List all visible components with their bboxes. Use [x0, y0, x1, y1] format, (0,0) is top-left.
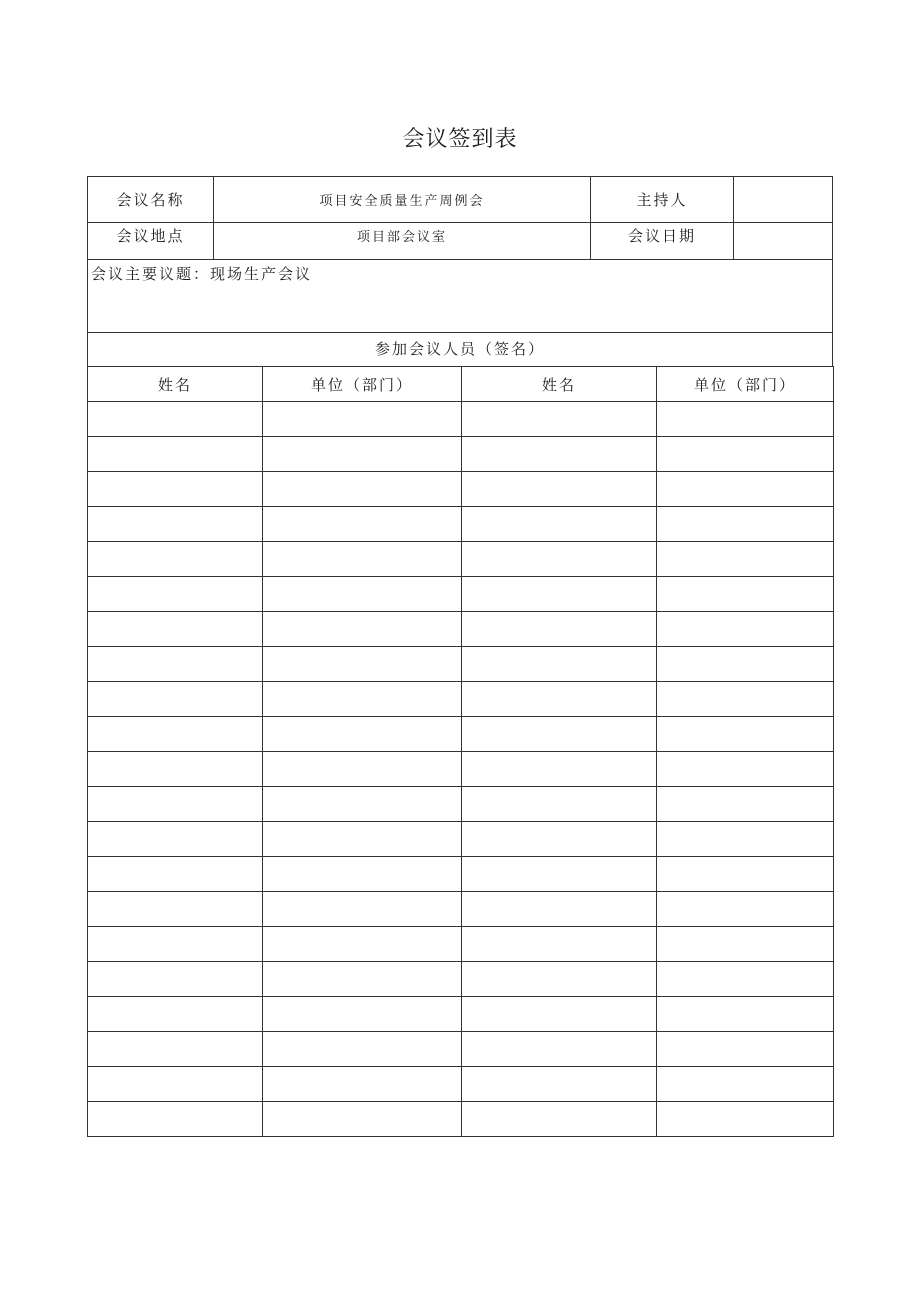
- signature-unit-cell[interactable]: [657, 437, 834, 472]
- signature-name-cell[interactable]: [462, 647, 657, 682]
- host-field[interactable]: [734, 177, 833, 223]
- table-row: [88, 1067, 834, 1102]
- signature-name-cell[interactable]: [88, 577, 263, 612]
- signature-unit-cell[interactable]: [263, 787, 462, 822]
- signature-name-cell[interactable]: [88, 927, 263, 962]
- table-row: [88, 997, 834, 1032]
- signature-unit-cell[interactable]: [263, 892, 462, 927]
- signature-unit-cell[interactable]: [657, 507, 834, 542]
- table-row: [88, 857, 834, 892]
- signature-name-cell[interactable]: [88, 682, 263, 717]
- table-row: [88, 752, 834, 787]
- column-header-name: 姓名: [462, 367, 657, 402]
- signature-unit-cell[interactable]: [657, 1067, 834, 1102]
- signature-unit-cell[interactable]: [263, 717, 462, 752]
- signature-unit-cell[interactable]: [263, 857, 462, 892]
- signature-name-cell[interactable]: [88, 1032, 263, 1067]
- signature-unit-cell[interactable]: [263, 752, 462, 787]
- signature-name-cell[interactable]: [462, 507, 657, 542]
- date-label: 会议日期: [591, 223, 734, 260]
- signature-unit-cell[interactable]: [657, 962, 834, 997]
- signature-name-cell[interactable]: [88, 892, 263, 927]
- attendees-banner: 参加会议人员（签名）: [87, 331, 833, 367]
- column-header-unit: 单位（部门）: [657, 367, 834, 402]
- signature-name-cell[interactable]: [88, 402, 263, 437]
- table-row: [88, 1102, 834, 1137]
- table-row: [88, 962, 834, 997]
- table-row: [88, 787, 834, 822]
- column-header-unit: 单位（部门）: [263, 367, 462, 402]
- table-row: [88, 577, 834, 612]
- table-row: [88, 472, 834, 507]
- column-header-name: 姓名: [88, 367, 263, 402]
- signature-unit-cell[interactable]: [263, 542, 462, 577]
- signature-unit-cell[interactable]: [657, 787, 834, 822]
- signature-unit-cell[interactable]: [657, 1032, 834, 1067]
- location-label: 会议地点: [88, 223, 214, 260]
- table-row: [88, 612, 834, 647]
- signature-name-cell[interactable]: [88, 612, 263, 647]
- signature-unit-cell[interactable]: [263, 682, 462, 717]
- signature-name-cell[interactable]: [88, 542, 263, 577]
- signature-unit-cell[interactable]: [263, 1032, 462, 1067]
- signature-unit-cell[interactable]: [263, 507, 462, 542]
- signature-name-cell[interactable]: [462, 542, 657, 577]
- signature-unit-cell[interactable]: [657, 682, 834, 717]
- table-row: [88, 647, 834, 682]
- signature-unit-cell[interactable]: [657, 752, 834, 787]
- signature-unit-cell[interactable]: [657, 577, 834, 612]
- signature-header-row: [88, 367, 834, 402]
- signature-name-cell[interactable]: [462, 997, 657, 1032]
- signature-name-cell[interactable]: [462, 577, 657, 612]
- signature-unit-cell[interactable]: [657, 822, 834, 857]
- signature-unit-cell[interactable]: [657, 857, 834, 892]
- signature-name-cell[interactable]: [462, 752, 657, 787]
- host-label: 主持人: [591, 177, 734, 223]
- signature-unit-cell[interactable]: [657, 647, 834, 682]
- signature-name-cell[interactable]: [88, 437, 263, 472]
- table-row: [88, 402, 834, 437]
- table-row: [88, 437, 834, 472]
- table-row: [88, 717, 834, 752]
- signature-unit-cell[interactable]: [263, 1102, 462, 1137]
- table-row: [88, 682, 834, 717]
- signature-name-cell[interactable]: [88, 962, 263, 997]
- signature-name-cell[interactable]: [462, 402, 657, 437]
- location-field[interactable]: 项目部会议室: [214, 223, 591, 260]
- signature-name-cell[interactable]: [88, 997, 263, 1032]
- signature-unit-cell[interactable]: [263, 612, 462, 647]
- signature-unit-cell[interactable]: [263, 962, 462, 997]
- signature-unit-cell[interactable]: [263, 927, 462, 962]
- signature-unit-cell[interactable]: [657, 612, 834, 647]
- signature-name-cell[interactable]: [462, 437, 657, 472]
- meeting-name-label: 会议名称: [88, 177, 214, 223]
- signature-name-cell[interactable]: [88, 752, 263, 787]
- signature-unit-cell[interactable]: [657, 892, 834, 927]
- signature-name-cell[interactable]: [462, 717, 657, 752]
- signature-name-cell[interactable]: [462, 892, 657, 927]
- signature-unit-cell[interactable]: [657, 927, 834, 962]
- signature-name-cell[interactable]: [462, 927, 657, 962]
- signature-name-cell[interactable]: [88, 717, 263, 752]
- signature-unit-cell[interactable]: [263, 402, 462, 437]
- signature-name-cell[interactable]: [88, 472, 263, 507]
- signature-name-cell[interactable]: [462, 962, 657, 997]
- table-row: [88, 822, 834, 857]
- signature-unit-cell[interactable]: [263, 437, 462, 472]
- signature-name-cell[interactable]: [88, 857, 263, 892]
- signature-name-cell[interactable]: [462, 787, 657, 822]
- signature-name-cell[interactable]: [88, 787, 263, 822]
- table-row: [88, 542, 834, 577]
- page-title: 会议签到表: [402, 127, 518, 152]
- signature-name-cell[interactable]: [462, 1102, 657, 1137]
- table-row: [88, 927, 834, 962]
- signature-name-cell[interactable]: [88, 1067, 263, 1102]
- signature-unit-cell[interactable]: [263, 997, 462, 1032]
- signature-name-cell[interactable]: [462, 1032, 657, 1067]
- signature-name-cell[interactable]: [88, 1102, 263, 1137]
- signature-name-cell[interactable]: [462, 857, 657, 892]
- meeting-name-field[interactable]: 项目安全质量生产周例会: [214, 177, 591, 223]
- signature-unit-cell[interactable]: [263, 822, 462, 857]
- signature-name-cell[interactable]: [88, 647, 263, 682]
- signature-unit-cell[interactable]: [263, 577, 462, 612]
- signature-table: [87, 366, 834, 1137]
- signature-unit-cell[interactable]: [657, 717, 834, 752]
- signature-name-cell[interactable]: [88, 507, 263, 542]
- signature-unit-cell[interactable]: [657, 1102, 834, 1137]
- signature-unit-cell[interactable]: [657, 542, 834, 577]
- topic-label: 会议主要议题：: [91, 265, 211, 283]
- signature-unit-cell[interactable]: [263, 472, 462, 507]
- signature-unit-cell[interactable]: [657, 402, 834, 437]
- topic-field[interactable]: 现场生产会议: [210, 265, 313, 283]
- signature-name-cell[interactable]: [462, 682, 657, 717]
- signature-name-cell[interactable]: [88, 822, 263, 857]
- signature-name-cell[interactable]: [462, 822, 657, 857]
- signature-unit-cell[interactable]: [263, 647, 462, 682]
- topic-cell: [88, 260, 833, 333]
- signature-name-cell[interactable]: [462, 612, 657, 647]
- signature-name-cell[interactable]: [462, 472, 657, 507]
- signature-unit-cell[interactable]: [657, 997, 834, 1032]
- signature-name-cell[interactable]: [462, 1067, 657, 1102]
- table-row: [88, 1032, 834, 1067]
- table-row: [88, 507, 834, 542]
- date-field[interactable]: [734, 223, 833, 260]
- table-row: [88, 892, 834, 927]
- signature-unit-cell[interactable]: [657, 472, 834, 507]
- signature-rows: [88, 402, 834, 1137]
- meeting-info-table: [87, 176, 833, 332]
- signature-unit-cell[interactable]: [263, 1067, 462, 1102]
